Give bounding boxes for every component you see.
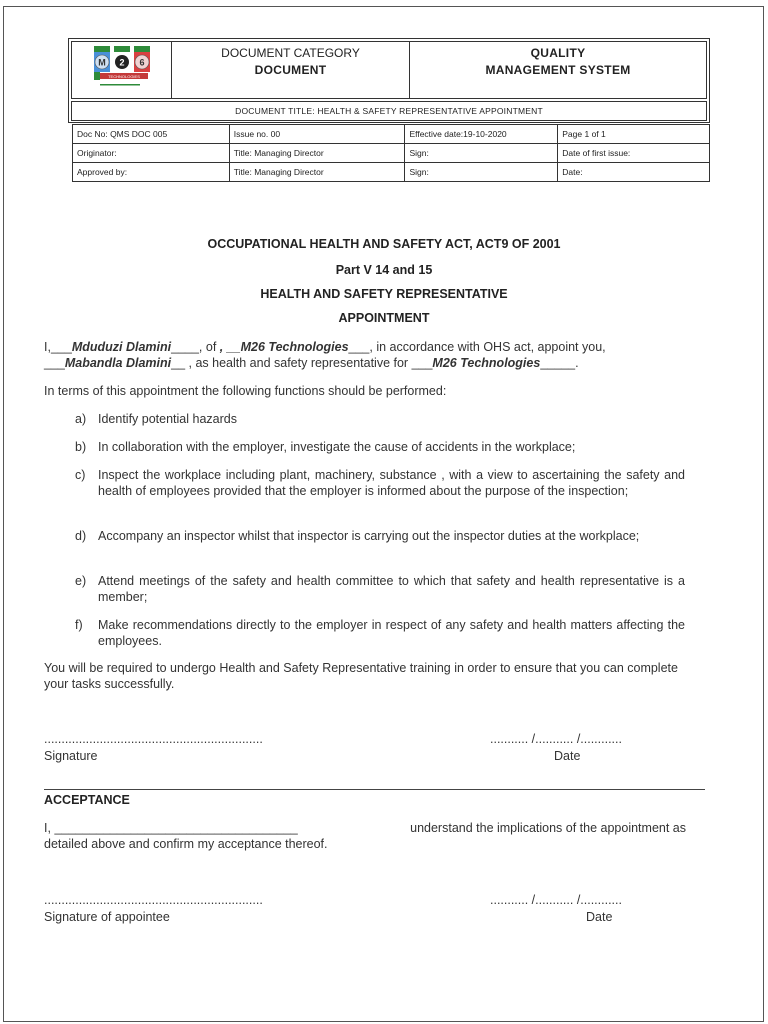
date-dots: ........... /........... /............: [490, 732, 622, 746]
svg-text:2: 2: [119, 57, 125, 68]
list-label: a): [75, 412, 87, 426]
appointee-date-label: Date: [586, 910, 613, 924]
table-cell: Approved by:: [73, 163, 230, 182]
table-cell: Title: Managing Director: [229, 163, 405, 182]
list-label: b): [75, 440, 87, 454]
text-run: __ , as health and safety representative for ___: [171, 356, 433, 370]
acceptance-line-2: detailed above and confirm my acceptance thereof.: [44, 837, 328, 851]
document-info-table: [72, 124, 710, 182]
part-title: Part V 14 and 15: [335, 263, 433, 277]
acceptance-i: [44, 820, 298, 836]
appointment-title: APPOINTMENT: [338, 311, 430, 325]
list-item: [75, 573, 685, 605]
text-run: ___: [44, 356, 65, 370]
category-value: DOCUMENT: [254, 63, 327, 77]
header-top-row: [71, 41, 707, 99]
company-name-2: M26 Technologies: [432, 356, 541, 370]
document-category-cell: [172, 42, 410, 98]
category-label: DOCUMENT CATEGORY: [221, 46, 360, 60]
system-line-2: MANAGEMENT SYSTEM: [485, 63, 631, 77]
table-row: [73, 125, 710, 144]
table-cell: Doc No: QMS DOC 005: [73, 125, 230, 144]
list-text: Identify potential hazards: [98, 412, 237, 426]
list-text: In collaboration with the employer, investigate the cause of accidents in the workplace;: [98, 440, 576, 454]
appointee-signature-dots: ...............................................................: [44, 893, 263, 907]
svg-text:6: 6: [139, 57, 145, 68]
text-run: ____, of: [171, 340, 220, 354]
acceptance-heading: ACCEPTANCE: [44, 793, 130, 807]
list-label: d): [75, 529, 87, 543]
date-label: Date: [554, 749, 581, 763]
table-cell: Sign:: [405, 163, 558, 182]
appointee-date-dots: ........... /........... /............: [490, 893, 622, 907]
table-row: [73, 163, 710, 182]
list-text: Attend meetings of the safety and health committee to which that safety and health representative is a member;: [98, 574, 685, 604]
functions-intro: In terms of this appointment the following functions should be performed:: [44, 384, 447, 398]
appointment-line-1: [44, 339, 686, 355]
list-item: [75, 467, 685, 499]
training-paragraph: You will be required to undergo Health and Safety Representative training in order to ensure that you can complete your tasks successfully.: [44, 661, 678, 691]
management-system-cell: [410, 42, 706, 98]
list-item: [75, 411, 685, 427]
table-cell: Page 1 of 1: [558, 125, 710, 144]
list-label: c): [75, 468, 86, 482]
table-cell: Date:: [558, 163, 710, 182]
appointee-signature-label: Signature of appointee: [44, 910, 170, 924]
acceptance-text: understand the implications of the appointment as: [410, 821, 686, 835]
representative-title: HEALTH AND SAFETY REPRESENTATIVE: [260, 287, 508, 301]
list-label: f): [75, 618, 83, 632]
list-item: [75, 528, 685, 544]
table-row: [73, 144, 710, 163]
appointer-name: Mduduzi Dlamini: [71, 340, 172, 354]
table-cell: Sign:: [405, 144, 558, 163]
table-cell: Issue no. 00: [229, 125, 405, 144]
signature-label: Signature: [44, 749, 98, 763]
document-header: [68, 38, 710, 123]
table-cell: Title: Managing Director: [229, 144, 405, 163]
svg-text:TECHNOLOGIES: TECHNOLOGIES: [108, 74, 140, 79]
company-logo: [92, 46, 152, 94]
name-blank: ___________________________________: [54, 821, 298, 835]
appointment-line-2: [44, 355, 686, 371]
list-item: [75, 617, 685, 649]
list-text: Inspect the workplace including plant, machinery, substance , with a view to ascertaining the safety and health of employees provided that the employer is informed about the purpose of the inspection;: [98, 468, 685, 498]
table-cell: Originator:: [73, 144, 230, 163]
text-run: _____.: [540, 356, 579, 370]
svg-text:M: M: [98, 57, 106, 68]
list-label: e): [75, 574, 87, 588]
acceptance-line-1: [44, 820, 686, 836]
text-run: I,: [44, 821, 51, 835]
list-text: Accompany an inspector whilst that inspector is carrying out the inspector duties at the workplace;: [98, 529, 640, 543]
table-cell: Effective date:19-10-2020: [405, 125, 558, 144]
appointee-name: Mabandla Dlamini: [64, 356, 172, 370]
divider: [44, 789, 705, 790]
table-cell: Date of first issue:: [558, 144, 710, 163]
system-line-1: QUALITY: [530, 46, 586, 60]
logo-cell: [72, 42, 172, 98]
text-run: I,___: [44, 340, 72, 354]
signature-dots: ...............................................................: [44, 732, 263, 746]
document-title: DOCUMENT TITLE: HEALTH & SAFETY REPRESENTATIVE APPOINTMENT: [71, 101, 707, 121]
list-text: Make recommendations directly to the employer in respect of any safety and health matters affecting the employees.: [98, 618, 685, 648]
list-item: [75, 439, 685, 455]
act-title: OCCUPATIONAL HEALTH AND SAFETY ACT, ACT9 OF 2001: [207, 237, 561, 251]
text-run: ___, in accordance with OHS act, appoint you,: [348, 340, 606, 354]
company-name: , __M26 Technologies: [219, 340, 349, 354]
